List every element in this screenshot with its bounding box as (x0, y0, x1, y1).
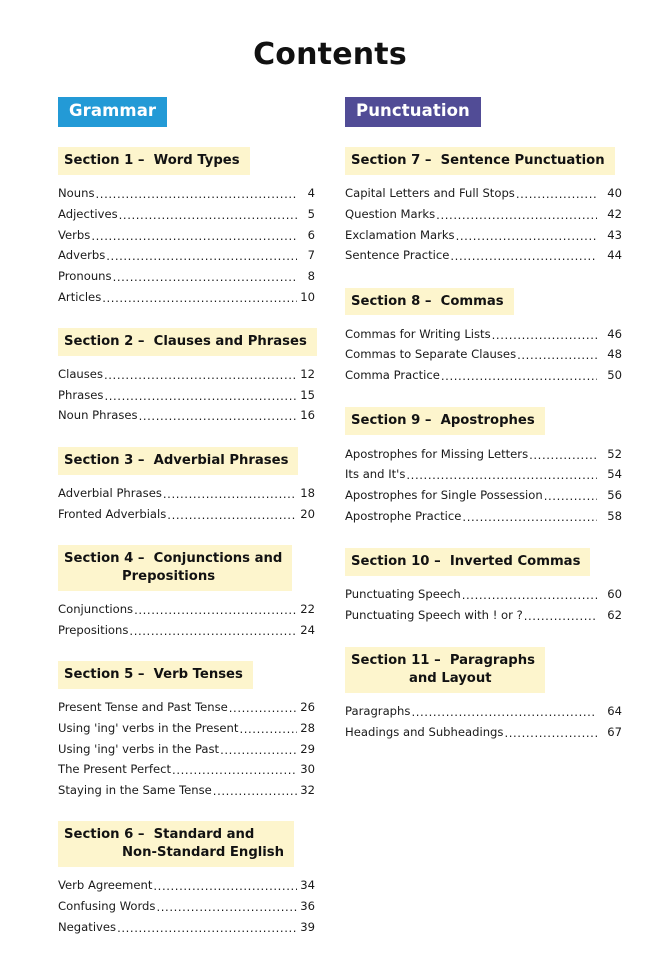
contents-entry-page-number: 34 (300, 878, 315, 893)
contents-entry[interactable] (345, 465, 622, 486)
contents-entry-label: Phrases (58, 387, 104, 402)
contents-entry-label: Verbs (58, 227, 91, 242)
contents-entry-page-number: 26 (300, 700, 315, 715)
contents-entry-page-number: 36 (300, 898, 315, 913)
section-heading (345, 147, 615, 175)
section-heading-line-2: Non-Standard English (122, 845, 285, 861)
contents-entry[interactable] (58, 504, 315, 525)
section-heading-line-1: Section 9 – Apostrophes (351, 413, 535, 429)
section-heading (58, 545, 292, 591)
section-entry-list (58, 365, 315, 427)
dot-leader (167, 509, 297, 522)
contents-entry-page-number: 6 (307, 227, 315, 242)
contents-entry-page-number: 40 (607, 186, 622, 201)
contents-entry-label: Commas for Writing Lists (345, 326, 491, 341)
section-heading-line-1: Section 3 – Adverbial Phrases (64, 452, 289, 468)
contents-entry-label: Pronouns (58, 268, 112, 283)
contents-entry-page-number: 48 (607, 347, 622, 362)
dot-leader (172, 764, 297, 777)
contents-entry-label: Adjectives (58, 206, 118, 221)
contents-entry-label: Confusing Words (58, 898, 156, 913)
contents-entry-label: Noun Phrases (58, 408, 138, 423)
section-heading (58, 661, 253, 689)
contents-entry[interactable] (58, 718, 315, 739)
contents-entry[interactable] (345, 184, 622, 205)
contents-entry-label: Present Tense and Past Tense (58, 700, 228, 715)
dot-leader (450, 250, 597, 263)
contents-entry-page-number: 44 (607, 248, 622, 263)
section-entry-list (58, 698, 315, 801)
contents-entry-label: Apostrophe Practice (345, 508, 462, 523)
contents-entry[interactable] (345, 246, 622, 267)
dot-leader (504, 727, 597, 740)
contents-entry-label: Negatives (58, 919, 117, 934)
contents-entry[interactable] (345, 444, 622, 465)
contents-entry-label: Articles (58, 289, 102, 304)
contents-entry-page-number: 16 (300, 408, 315, 423)
contents-entry-label: Its and It's (345, 467, 406, 482)
contents-entry-page-number: 7 (307, 248, 315, 263)
dot-leader (117, 922, 297, 935)
contents-entry-label: The Present Perfect (58, 762, 172, 777)
section-heading-line-1: Section 1 – Word Types (64, 152, 240, 168)
band-wrap-punctuation (345, 97, 622, 127)
contents-entry-page-number: 22 (300, 601, 315, 616)
contents-entry[interactable] (58, 225, 315, 246)
dot-leader (96, 188, 297, 201)
contents-entry-label: Paragraphs (345, 704, 411, 719)
contents-entry-page-number: 24 (300, 622, 315, 637)
contents-entry-page-number: 42 (607, 206, 622, 221)
contents-entry[interactable] (58, 385, 315, 406)
contents-entry[interactable] (58, 620, 315, 641)
section-heading-line-1: Section 11 – Paragraphs (351, 653, 535, 669)
contents-entry-page-number: 15 (300, 387, 315, 402)
section-entry-list (58, 600, 315, 641)
contents-entry-page-number: 56 (607, 487, 622, 502)
contents-entry-label: Comma Practice (345, 368, 440, 383)
contents-columns (0, 97, 660, 958)
contents-entry[interactable] (58, 917, 315, 938)
dot-leader (456, 229, 597, 242)
column-grammar (20, 97, 331, 958)
section-entry-list (58, 184, 315, 308)
dot-leader (411, 706, 597, 719)
page-title: Contents (253, 37, 407, 72)
contents-entry-page-number: 58 (607, 508, 622, 523)
contents-entry-label: Conjunctions (58, 601, 134, 616)
contents-entry-page-number: 30 (300, 762, 315, 777)
contents-entry-page-number: 39 (300, 919, 315, 934)
dot-leader (239, 723, 297, 736)
section-heading-line-1: Section 4 – Conjunctions and (64, 550, 283, 566)
band-wrap-grammar (58, 97, 315, 127)
dot-leader (134, 604, 297, 617)
contents-entry-label: Commas to Separate Clauses (345, 347, 517, 362)
contents-entry[interactable] (58, 365, 315, 386)
section-heading (345, 548, 590, 576)
contents-entry-label: Apostrophes for Single Possession (345, 487, 543, 502)
contents-entry-page-number: 52 (607, 446, 622, 461)
contents-entry[interactable] (58, 204, 315, 225)
contents-entry-label: Verb Agreement (58, 878, 153, 893)
contents-entry-label: Apostrophes for Missing Letters (345, 446, 529, 461)
contents-entry-label: Nouns (58, 186, 95, 201)
dot-leader (153, 880, 297, 893)
contents-entry-page-number: 50 (607, 368, 622, 383)
section-entry-list (58, 876, 315, 938)
section-entry-list (58, 484, 315, 525)
section-heading (345, 647, 545, 693)
section-entry-list (345, 702, 622, 743)
dot-leader (517, 349, 597, 362)
contents-entry-label: Punctuating Speech (345, 587, 461, 602)
contents-entry[interactable] (58, 287, 315, 308)
section-heading (58, 328, 317, 356)
contents-entry-page-number: 5 (307, 206, 315, 221)
section-heading (345, 407, 545, 435)
dot-leader (213, 785, 297, 798)
contents-entry-page-number: 60 (607, 587, 622, 602)
contents-entry-page-number: 28 (300, 720, 315, 735)
contents-entry[interactable] (58, 406, 315, 427)
contents-entry[interactable] (58, 739, 315, 760)
section-entry-list (345, 444, 622, 527)
section-entry-list (345, 184, 622, 267)
contents-entry[interactable] (58, 484, 315, 505)
contents-entry-label: Prepositions (58, 622, 129, 637)
section-heading-line-1: Section 8 – Commas (351, 293, 504, 309)
dot-leader (229, 702, 297, 715)
contents-entry-label: Adverbial Phrases (58, 485, 162, 500)
contents-entry[interactable] (345, 345, 622, 366)
dot-leader (220, 743, 297, 756)
section-heading (58, 147, 250, 175)
contents-entry-page-number: 54 (607, 467, 622, 482)
dot-leader (516, 188, 597, 201)
sections-list-grammar (58, 147, 315, 938)
contents-entry-label: Staying in the Same Tense (58, 782, 212, 797)
contents-entry-page-number: 20 (300, 506, 315, 521)
dot-leader (102, 292, 297, 305)
contents-entry-page-number: 8 (307, 268, 315, 283)
contents-entry[interactable] (345, 585, 622, 606)
contents-entry-label: Clauses (58, 367, 103, 382)
contents-entry[interactable] (345, 225, 622, 246)
dot-leader (544, 490, 597, 503)
section-heading-line-1: Section 10 – Inverted Commas (351, 553, 581, 569)
dot-leader (462, 589, 597, 602)
contents-entry[interactable] (345, 324, 622, 345)
section-heading-line-1: Section 2 – Clauses and Phrases (64, 333, 307, 349)
dot-leader (529, 449, 597, 462)
column-punctuation (331, 97, 642, 958)
contents-entry-label: Adverbs (58, 248, 106, 263)
dot-leader (139, 410, 297, 423)
dot-leader (104, 390, 297, 403)
contents-entry[interactable] (58, 246, 315, 267)
contents-entry[interactable] (58, 760, 315, 781)
dot-leader (119, 209, 297, 222)
section-heading-line-1: Section 5 – Verb Tenses (64, 666, 243, 682)
contents-entry-page-number: 10 (300, 289, 315, 304)
contents-entry-label: Question Marks (345, 206, 436, 221)
section-heading (345, 288, 514, 316)
sections-list-punctuation (345, 147, 622, 743)
dot-leader (106, 250, 297, 263)
section-heading (58, 447, 298, 475)
contents-entry[interactable] (58, 184, 315, 205)
section-heading-line-2: and Layout (409, 670, 492, 686)
contents-entry-page-number: 43 (607, 227, 622, 242)
contents-entry[interactable] (345, 702, 622, 723)
contents-entry-label: Punctuating Speech with ! or ? (345, 607, 523, 622)
contents-entry-label: Headings and Subheadings (345, 724, 504, 739)
section-band-grammar: Grammar (58, 97, 167, 127)
contents-entry-page-number: 64 (607, 704, 622, 719)
contents-entry[interactable] (58, 876, 315, 897)
contents-entry-label: Sentence Practice (345, 248, 450, 263)
dot-leader (113, 271, 297, 284)
dot-leader (129, 625, 297, 638)
contents-entry-page-number: 62 (607, 607, 622, 622)
dot-leader (91, 229, 297, 242)
dot-leader (492, 329, 597, 342)
dot-leader (441, 370, 597, 383)
contents-entry[interactable] (58, 781, 315, 802)
dot-leader (104, 369, 297, 382)
contents-entry[interactable] (345, 486, 622, 507)
contents-entry[interactable] (58, 698, 315, 719)
section-band-punctuation: Punctuation (345, 97, 481, 127)
section-heading-line-1: Section 6 – Standard and (64, 827, 255, 843)
contents-entry-label: Fronted Adverbials (58, 506, 167, 521)
section-heading (58, 821, 294, 867)
contents-entry-page-number: 67 (607, 724, 622, 739)
dot-leader (163, 488, 297, 501)
contents-entry-page-number: 18 (300, 485, 315, 500)
dot-leader (524, 610, 597, 623)
contents-entry-page-number: 29 (300, 741, 315, 756)
section-heading-line-2: Prepositions (122, 568, 216, 584)
contents-entry[interactable] (345, 506, 622, 527)
dot-leader (406, 469, 597, 482)
contents-entry[interactable] (345, 204, 622, 225)
contents-entry[interactable] (58, 600, 315, 621)
contents-entry[interactable] (345, 722, 622, 743)
contents-entry[interactable] (345, 366, 622, 387)
contents-entry-page-number: 32 (300, 782, 315, 797)
dot-leader (156, 901, 297, 914)
dot-leader (462, 511, 597, 524)
dot-leader (436, 209, 597, 222)
contents-entry-label: Using 'ing' verbs in the Present (58, 720, 239, 735)
contents-entry-page-number: 46 (607, 326, 622, 341)
section-heading-line-1: Section 7 – Sentence Punctuation (351, 152, 605, 168)
contents-entry-label: Capital Letters and Full Stops (345, 186, 515, 201)
contents-entry-page-number: 4 (307, 186, 315, 201)
contents-entry[interactable] (58, 267, 315, 288)
section-entry-list (345, 324, 622, 386)
section-entry-list (345, 585, 622, 626)
contents-entry-page-number: 12 (300, 367, 315, 382)
contents-entry-label: Using 'ing' verbs in the Past (58, 741, 220, 756)
contents-entry[interactable] (345, 605, 622, 626)
contents-entry-label: Exclamation Marks (345, 227, 455, 242)
